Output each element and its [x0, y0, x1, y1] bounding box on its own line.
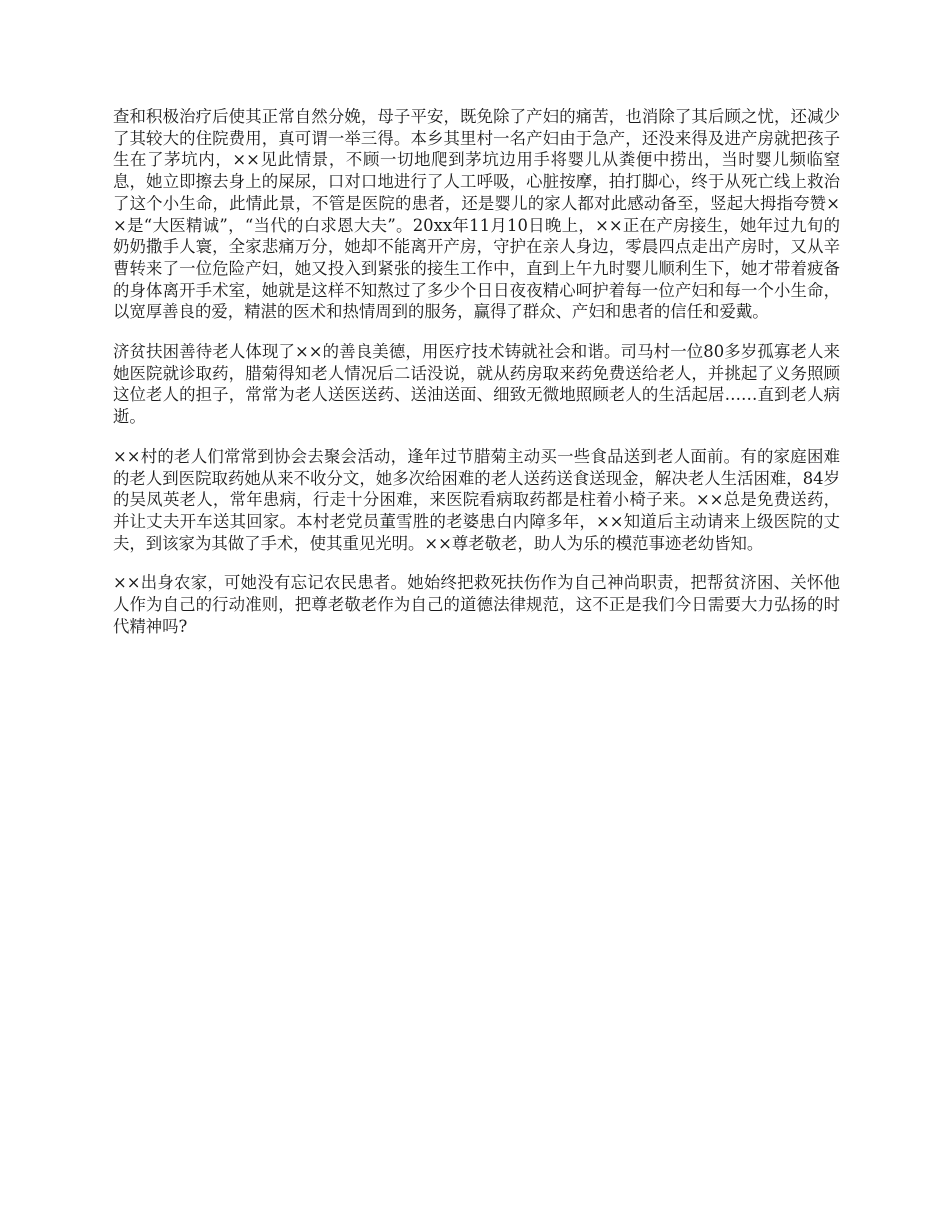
document-page [113, 106, 840, 655]
paragraph-3: ××村的老人们常常到协会去聚会活动，逢年过节腊菊主动买一些食品送到老人面前。有的家庭困难的老人到医院取药她从来不收分文，她多次给困难的老人送药送食送现金，解决老人生活困难，84岁的吴凤英老人，常年患病，行走十分困难，来医院看病取药都是柱着小椅子来。××总是免费送药，并让丈夫开车送其回家。本村老党员董雪胜的老婆患白内障多年，××知道后主动请来上级医院的丈夫，到该家为其做了手术，使其重见光明。××尊老敬老，助人为乐的模范事迹老幼皆知。 [113, 446, 840, 553]
paragraph-4: ××出身农家，可她没有忘记农民患者。她始终把救死扶伤作为自己神尚职责，把帮贫济困、关怀他人作为自己的行动准则，把尊老敬老作为自己的道德法律规范，这不正是我们今日需要大力弘扬的时代精神吗? [113, 573, 840, 636]
paragraph-1: 查和积极治疗后使其正常自然分娩，母子平安，既免除了产妇的痛苦，也消除了其后顾之忧，还减少了其较大的住院费用，真可谓一举三得。本乡其里村一名产妇由于急产，还没来得及进产房就把孩子生在了茅坑内，××见此情景，不顾一切地爬到茅坑边用手将婴儿从粪便中捞出，当时婴儿频临窒息，她立即擦去身上的屎尿，口对口地进行了人工呼吸，心脏按摩，拍打脚心，终于从死亡线上救治了这个小生命，此情此景，不管是医院的患者，还是婴儿的家人都对此感动备至，竖起大拇指夸赞××是“大医精诚”，“当代的白求恩大夫”。20xx年11月10日晚上，××正在产房接生，她年过九旬的奶奶撒手人寰，全家悲痛万分，她却不能离开产房，守护在亲人身边，零晨四点走出产房时，又从辛曹转来了一位危险产妇，她又投入到紧张的接生工作中，直到上午九时婴儿顺利生下，她才带着疲备的身体离开手术室，她就是这样不知熬过了多少个日日夜夜精心呵护着每一位产妇和每一个小生命，以宽厚善良的爱，精湛的医术和热情周到的服务，赢得了群众、产妇和患者的信任和爱戴。 [113, 107, 840, 322]
paragraph-2: 济贫扶困善待老人体现了××的善良美德，用医疗技术铸就社会和谐。司马村一位80多岁孤寡老人来她医院就诊取药，腊菊得知老人情况后二话没说，就从药房取来药免费送给老人，并挑起了义务照顾这位老人的担子，常常为老人送医送药、送油送面、细致无微地照顾老人的生活起居……直到老人病逝。 [113, 342, 840, 427]
